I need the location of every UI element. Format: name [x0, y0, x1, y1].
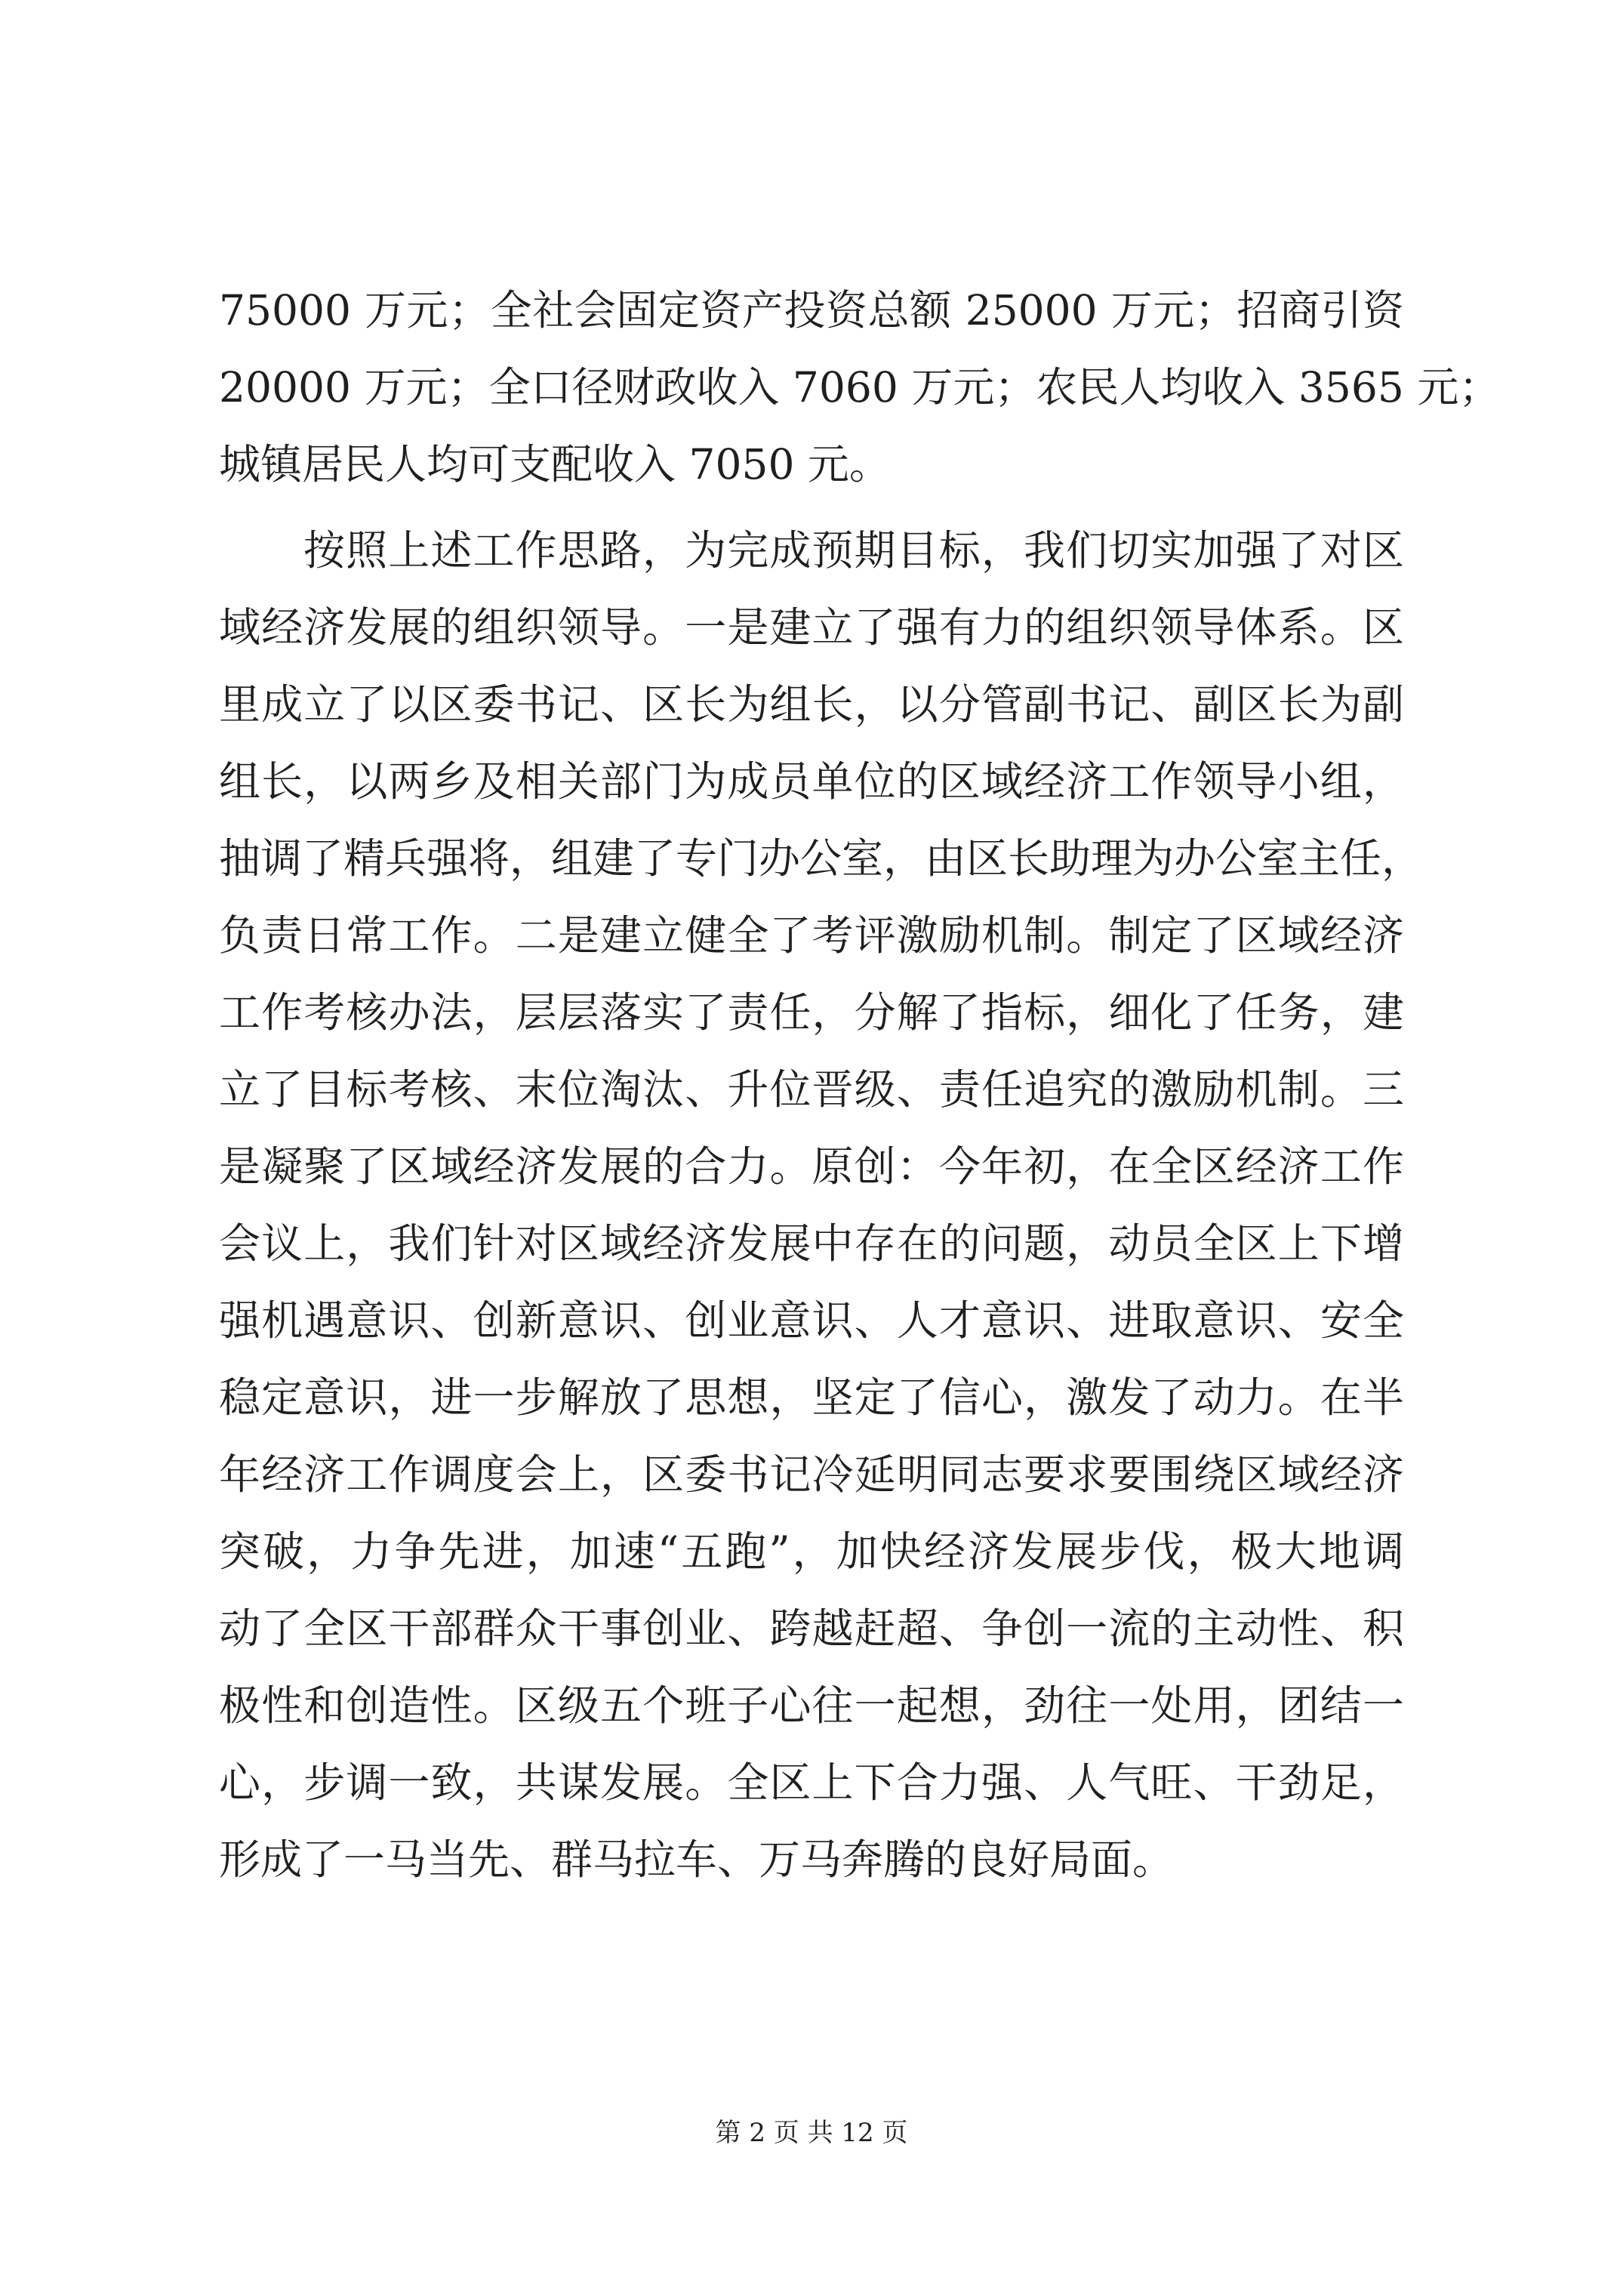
paragraph-2-line-1: 按照上述工作思路，为完成预期目标，我们切实加强了对区: [303, 526, 1404, 575]
paragraph-2-line-6: 负责日常工作。二是建立健全了考评激励机制。制定了区域经济: [219, 911, 1404, 960]
paragraph-2-line-17: 心，步调一致，共谋发展。全区上下合力强、人气旺、干劲足，: [219, 1758, 1404, 1807]
paragraph-2-line-14: 突破，力争先进，加速“五跑”，加快经济发展步伐，极大地调: [219, 1527, 1404, 1576]
paragraph-2-line-12: 稳定意识，进一步解放了思想，坚定了信心，激发了动力。在半: [219, 1373, 1404, 1422]
body-text: [219, 272, 1501, 1898]
paragraph-2-line-13: 年经济工作调度会上，区委书记冷延明同志要求要围绕区域经济: [219, 1450, 1404, 1499]
page-number-footer: 第 2 页 共 12 页: [715, 2118, 908, 2148]
paragraph-2-line-9: 是凝聚了区域经济发展的合力。原创：今年初，在全区经济工作: [219, 1142, 1404, 1191]
paragraph-2-line-10: 会议上，我们针对区域经济发展中存在的问题，动员全区上下增: [219, 1219, 1404, 1268]
paragraph-1-line-3: 城镇居民人均可支配收入 7050 元。: [219, 440, 891, 488]
paragraph-2-line-7: 工作考核办法，层层落实了责任，分解了指标，细化了任务，建: [219, 988, 1404, 1037]
paragraph-2-line-11: 强机遇意识、创新意识、创业意识、人才意识、进取意识、安全: [219, 1296, 1404, 1345]
paragraph-2-line-4: 组长，以两乡及相关部门为成员单位的区域经济工作领导小组，: [219, 757, 1404, 806]
paragraph-2-line-15: 动了全区干部群众干事创业、跨越赶超、争创一流的主动性、积: [219, 1604, 1404, 1653]
paragraph-2-line-5: 抽调了精兵强将，组建了专门办公室，由区长助理为办公室主任，: [219, 834, 1424, 883]
paragraph-1-line-2: 20000 万元；全口径财政收入 7060 万元；农民人均收入 3565 元；: [219, 363, 1501, 411]
paragraph-gap: [219, 503, 1404, 512]
paragraph-2-line-16: 极性和创造性。区级五个班子心往一起想，劲往一处用，团结一: [219, 1681, 1404, 1730]
paragraph-2-line-18: 形成了一马当先、群马拉车、万马奔腾的良好局面。: [219, 1835, 1175, 1884]
paragraph-2-line-2: 域经济发展的组织领导。一是建立了强有力的组织领导体系。区: [219, 603, 1404, 652]
paragraph-1-line-1: 75000 万元；全社会固定资产投资总额 25000 万元；招商引资: [219, 286, 1404, 334]
paragraph-2-line-3: 里成立了以区委书记、区长为组长，以分管副书记、副区长为副: [219, 680, 1404, 729]
paragraph-2-line-8: 立了目标考核、末位淘汰、升位晋级、责任追究的激励机制。三: [219, 1065, 1404, 1114]
